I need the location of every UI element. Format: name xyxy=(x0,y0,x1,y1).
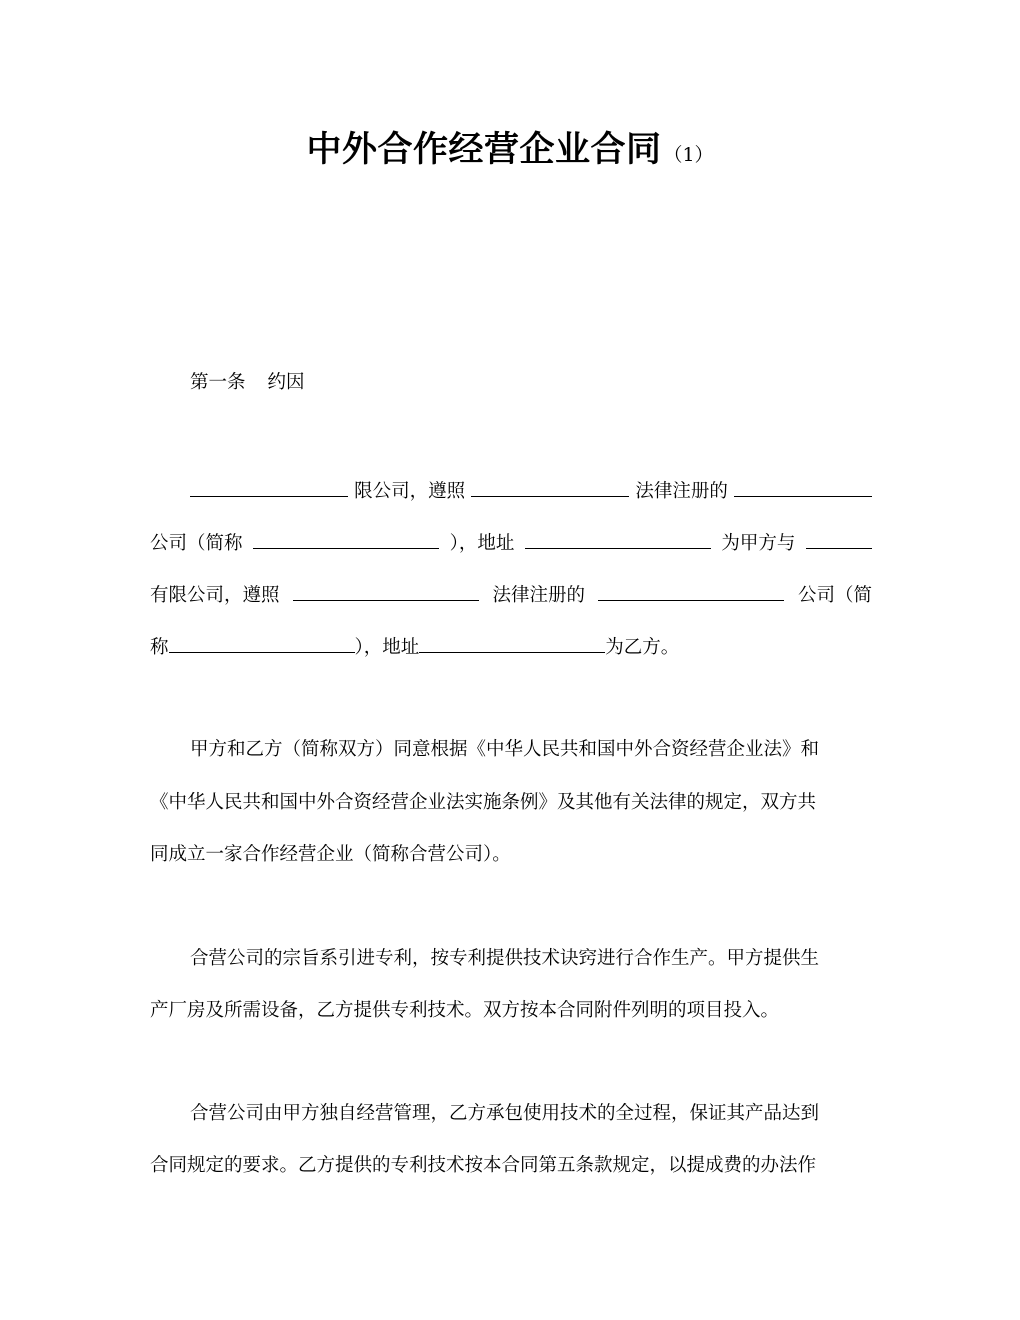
parties-text: 限公司，遵照 xyxy=(354,481,466,502)
paragraph-3-line-2: 合同规定的要求。乙方提供的专利技术按本合同第五条款规定，以提成费的办法作 xyxy=(150,1155,817,1176)
blank-field[interactable] xyxy=(190,476,348,497)
parties-text: 公司（简称 xyxy=(150,533,243,554)
parties-text: 有限公司，遵照 xyxy=(150,585,280,606)
title-suffix: （1） xyxy=(663,144,714,166)
parties-text: ），地址 xyxy=(354,637,420,658)
blank-field[interactable] xyxy=(598,580,784,601)
paragraph-1-line-1: 甲方和乙方（简称双方）同意根据《中华人民共和国中外合资经营企业法》和 xyxy=(190,739,820,760)
blank-field[interactable] xyxy=(806,528,872,549)
blank-field[interactable] xyxy=(525,528,711,549)
parties-text: 为甲方与 xyxy=(721,533,796,554)
blank-field[interactable] xyxy=(471,476,629,497)
parties-line-3 xyxy=(150,580,872,610)
article-name: 约因 xyxy=(267,372,305,393)
blank-field[interactable] xyxy=(734,476,872,497)
document-title xyxy=(0,122,1020,172)
paragraph-1-line-3: 同成立一家合作经营企业（简称合营公司）。 xyxy=(150,844,511,865)
article-heading xyxy=(190,369,872,397)
parties-text: 为乙方。 xyxy=(605,637,680,658)
parties-line-1 xyxy=(190,476,872,506)
title-main: 中外合作经营企业合同 xyxy=(306,130,662,170)
paragraph-3-line-1: 合营公司由甲方独自经营管理，乙方承包使用技术的全过程，保证其产品达到 xyxy=(190,1103,820,1124)
blank-field[interactable] xyxy=(169,632,355,653)
parties-text: ），地址 xyxy=(449,533,515,554)
parties-line-2 xyxy=(150,528,872,558)
parties-text: 法律注册的 xyxy=(635,481,728,502)
paragraph-2-line-2: 产厂房及所需设备，乙方提供专利技术。双方按本合同附件列明的项目投入。 xyxy=(150,1000,780,1021)
parties-text: 称 xyxy=(150,637,169,658)
parties-text: 法律注册的 xyxy=(492,585,585,606)
paragraph-2-line-1: 合营公司的宗旨系引进专利，按专利提供技术诀窍进行合作生产。甲方提供生 xyxy=(190,948,820,969)
parties-line-4 xyxy=(150,632,872,662)
blank-field[interactable] xyxy=(253,528,439,549)
article-number: 第一条 xyxy=(190,372,246,393)
paragraph-1-line-2: 《中华人民共和国中外合资经营企业法实施条例》及其他有关法律的规定，双方共 xyxy=(150,792,817,813)
blank-field[interactable] xyxy=(419,632,605,653)
parties-text: 公司（简 xyxy=(797,585,872,606)
blank-field[interactable] xyxy=(293,580,479,601)
